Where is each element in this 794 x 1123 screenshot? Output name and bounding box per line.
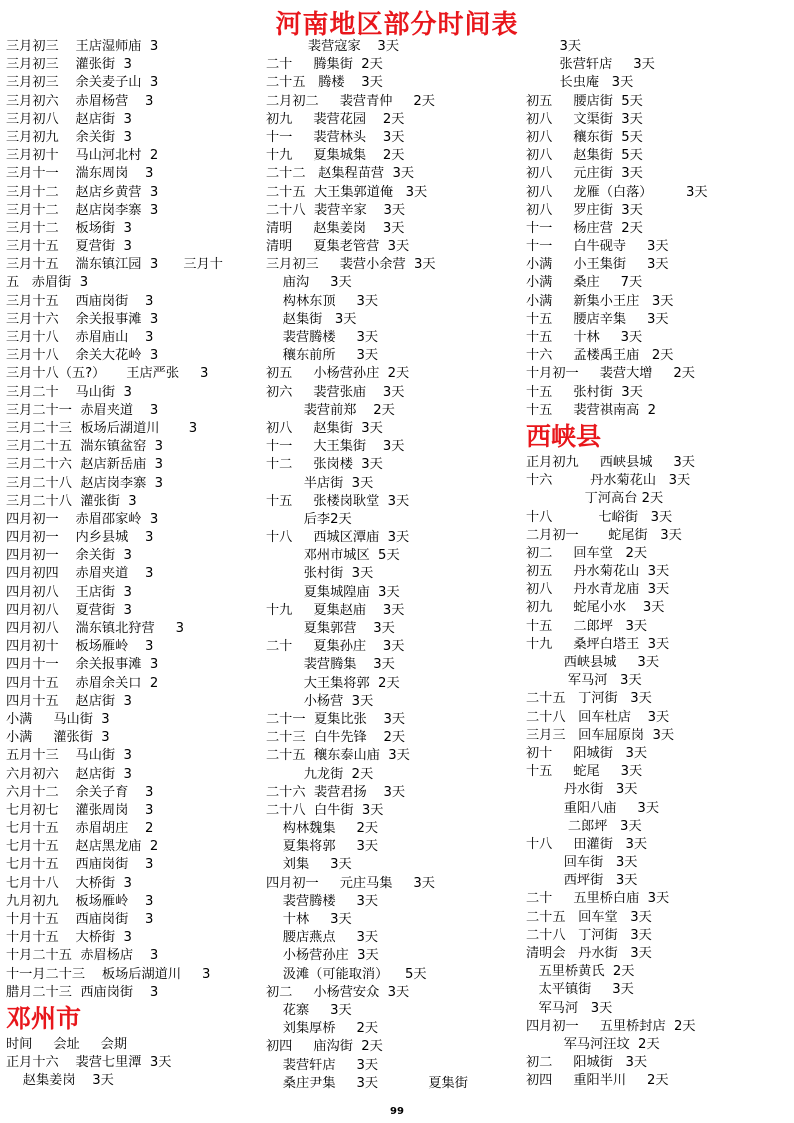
schedule-row: 十一 白牛砚寺 3天 xyxy=(526,239,669,255)
schedule-row: 五里桥黄氏 2天 xyxy=(526,964,635,980)
schedule-row: 裴营前郑 2天 xyxy=(266,402,395,418)
schedule-row: 三月十一 湍东周岗 3 xyxy=(6,166,154,182)
schedule-row: 十五 张楼岗耿堂 3天 xyxy=(266,493,410,509)
schedule-row: 时间 会址 会期 xyxy=(6,1036,128,1052)
schedule-row: 花寨 3天 xyxy=(266,1002,352,1018)
schedule-row: 初八 赵集街 5天 xyxy=(526,148,643,164)
schedule-row: 邓州市城区 5天 xyxy=(266,548,400,564)
region-heading: 西峡县 xyxy=(526,421,602,451)
schedule-column-2 xyxy=(266,38,528,1093)
schedule-row: 3天 xyxy=(526,39,582,54)
schedule-row: 二十三 白牛先锋 2天 xyxy=(266,730,406,746)
schedule-row: 三月初三 灌张街 3 xyxy=(6,57,132,73)
schedule-row: 三月二十 马山街 3 xyxy=(6,384,132,400)
schedule-row: 六月十二 余关子育 3 xyxy=(6,784,154,800)
schedule-row: 十八 西城区潭庙 3天 xyxy=(266,530,410,546)
schedule-row: 十月十五 大桥街 3 xyxy=(6,930,132,946)
schedule-row: 初十 阳城街 3天 xyxy=(526,745,648,761)
schedule-row: 夏集城隍庙 3天 xyxy=(266,584,400,600)
schedule-row: 小满 新集小王庄 3天 xyxy=(526,293,674,309)
schedule-row: 西坪街 3天 xyxy=(526,873,638,889)
schedule-row: 四月初八 王店街 3 xyxy=(6,584,132,600)
schedule-row: 四月十五 赵店街 3 xyxy=(6,693,132,709)
schedule-row: 十一 裴营林头 3天 xyxy=(266,129,405,145)
schedule-row: 二十八 裴营辛家 3天 xyxy=(266,202,406,218)
schedule-column-3 xyxy=(526,38,792,1091)
schedule-row: 二十 五里桥白庙 3天 xyxy=(526,891,670,907)
schedule-row: 初九 蛇尾小水 3天 xyxy=(526,600,665,616)
schedule-row: 汲滩（可能取消） 5天 xyxy=(266,966,427,982)
schedule-row: 七月初七 灌张周岗 3 xyxy=(6,802,154,818)
schedule-row: 腰店燕点 3天 xyxy=(266,930,379,946)
schedule-row: 长虫庵 3天 xyxy=(526,75,634,91)
schedule-row: 十一 大王集街 3天 xyxy=(266,439,405,455)
schedule-row: 张营轩店 3天 xyxy=(526,57,655,73)
schedule-row: 清明会 丹水街 3天 xyxy=(526,946,652,961)
schedule-row: 二十一 夏集比张 3天 xyxy=(266,711,406,727)
schedule-row: 小满 马山街 3 xyxy=(6,711,110,727)
page-number: 99 xyxy=(390,1106,404,1117)
schedule-row: 桑庄尹集 3天 夏集街 xyxy=(266,1075,468,1091)
schedule-row: 二十六 裴营君扬 3天 xyxy=(266,784,406,800)
schedule-column-1 xyxy=(6,38,264,1091)
schedule-row: 夏集将郭 3天 xyxy=(266,839,379,855)
schedule-row: 三月十五 西庙岗街 3 xyxy=(6,293,154,309)
schedule-row: 小杨营孙庄 3天 xyxy=(266,948,379,964)
schedule-row: 三月十八 余关大花岭 3 xyxy=(6,348,159,364)
schedule-row: 七月十五 赤眉胡庄 2 xyxy=(6,821,154,837)
schedule-row: 七月十五 西庙岗街 3 xyxy=(6,857,154,873)
schedule-row: 三月初三 王店湿师庙 3 xyxy=(6,39,159,54)
schedule-row: 初四 重阳半川 2天 xyxy=(526,1073,669,1089)
schedule-row: 裴营腾楼 3天 xyxy=(266,893,379,909)
schedule-row: 十五 张村街 3天 xyxy=(526,384,643,400)
schedule-row: 张村街 3天 xyxy=(266,566,374,582)
schedule-row: 清明 夏集老管营 3天 xyxy=(266,239,410,255)
schedule-row: 二十五 丁河街 3天 xyxy=(526,691,652,707)
page-title: 河南地区部分时间表 xyxy=(275,10,519,40)
schedule-row: 七月十八 大桥街 3 xyxy=(6,875,132,891)
schedule-row: 正月十六 裴营七里潭 3天 xyxy=(6,1055,172,1071)
schedule-row: 军马河 3天 xyxy=(526,1000,613,1016)
schedule-row: 三月初六 赤眉杨营 3 xyxy=(6,93,154,109)
schedule-row: 初二 回车堂 2天 xyxy=(526,545,648,561)
schedule-row: 四月初一 赤眉邵家岭 3 xyxy=(6,511,159,527)
schedule-row: 二十二 赵集程苗营 3天 xyxy=(266,166,415,182)
schedule-row: 十九 夏集赵庙 3天 xyxy=(266,602,405,618)
schedule-row: 刘集 3天 xyxy=(266,857,352,873)
schedule-row: 十五 二郎坪 3天 xyxy=(526,618,648,634)
schedule-row: 军马河 3天 xyxy=(526,673,642,689)
schedule-row: 军马河汪坟 2天 xyxy=(526,1036,660,1052)
schedule-row: 十月十五 西庙岗街 3 xyxy=(6,912,154,927)
schedule-row: 十二 张岗楼 3天 xyxy=(266,457,383,473)
schedule-row: 二十 夏集孙庄 3天 xyxy=(266,639,405,655)
schedule-row: 七月十五 赵店黑龙庙 2 xyxy=(6,839,159,855)
schedule-row: 五月十三 马山街 3 xyxy=(6,748,132,764)
schedule-row: 十八 田灌街 3天 xyxy=(526,836,648,852)
schedule-row: 三月初十 马山河北村 2 xyxy=(6,148,159,164)
schedule-row: 太平镇街 3天 xyxy=(526,982,634,998)
schedule-row: 十九 夏集城集 2天 xyxy=(266,148,405,164)
schedule-row: 二十 腾集街 2天 xyxy=(266,57,383,73)
schedule-row: 腊月二十三 西庙岗街 3 xyxy=(6,984,159,1000)
schedule-row: 夏集郭营 3天 xyxy=(266,621,395,636)
schedule-row: 三月十六 余关报事滩 3 xyxy=(6,311,159,327)
schedule-row: 三月二十六 赵店新岳庙 3 xyxy=(6,457,164,473)
region-heading: 邓州市 xyxy=(6,1003,82,1033)
schedule-row: 四月初四 赤眉夹道 3 xyxy=(6,566,154,582)
schedule-row: 二十八 丁河街 3天 xyxy=(526,927,652,943)
schedule-row: 十月初一 裴营大增 2天 xyxy=(526,366,695,382)
schedule-row: 三月二十三 板场后湖道川 3 xyxy=(6,420,198,436)
schedule-row: 三月二十八 灌张街 3 xyxy=(6,493,137,509)
schedule-row: 裴营腾集 3天 xyxy=(266,657,395,673)
schedule-row: 二十八 白牛街 3天 xyxy=(266,802,384,818)
schedule-row: 四月初十 板场雁岭 3 xyxy=(6,639,154,655)
schedule-row: 十月二十五 赤眉杨店 3 xyxy=(6,948,159,964)
schedule-row: 小满 小王集街 3天 xyxy=(526,257,669,273)
schedule-row: 三月二十一 赤眉夹道 3 xyxy=(6,402,159,418)
schedule-row: 小满 灌张街 3 xyxy=(6,730,110,746)
schedule-row: 裴营寇家 3天 xyxy=(266,39,400,54)
schedule-row: 四月初一 余关街 3 xyxy=(6,548,132,564)
schedule-row: 四月十五 赤眉余关口 2 xyxy=(6,675,159,691)
schedule-row: 初五 腰店街 5天 xyxy=(526,93,643,109)
schedule-row: 三月初三 裴营小余营 3天 xyxy=(266,257,436,273)
schedule-row: 三月初八 赵店街 3 xyxy=(6,111,132,127)
schedule-row: 十一 杨庄营 2天 xyxy=(526,220,643,236)
schedule-row: 六月初六 赵店街 3 xyxy=(6,766,132,782)
schedule-row: 裴营轩店 3天 xyxy=(266,1057,379,1073)
schedule-row: 回车街 3天 xyxy=(526,855,638,871)
schedule-row: 十六 孟楼禹王庙 2天 xyxy=(526,348,674,364)
schedule-row: 半店街 3天 xyxy=(266,475,374,491)
schedule-row: 正月初九 西峡县城 3天 xyxy=(526,454,695,470)
schedule-row: 二十五 回车堂 3天 xyxy=(526,909,652,925)
schedule-row: 初二 阳城街 3天 xyxy=(526,1055,648,1071)
schedule-row: 重阳八庙 3天 xyxy=(526,800,660,816)
schedule-row: 十五 蛇尾 3天 xyxy=(526,764,643,780)
schedule-row: 四月初一 元庄马集 3天 xyxy=(266,875,435,891)
schedule-row: 四月初一 五里桥封店 2天 xyxy=(526,1018,696,1034)
schedule-row: 初六 裴营张庙 3天 xyxy=(266,384,405,400)
schedule-row: 十五 十林 3天 xyxy=(526,330,643,345)
schedule-row: 初八 穰东街 5天 xyxy=(526,129,643,145)
schedule-row: 小满 桑庄 7天 xyxy=(526,275,643,291)
schedule-row: 十五 裴营祺南高 2 xyxy=(526,402,657,418)
schedule-row: 三月初九 余关街 3 xyxy=(6,129,132,145)
schedule-row: 构林魏集 2天 xyxy=(266,821,379,837)
schedule-row: 赵集姜岗 3天 xyxy=(6,1073,114,1089)
schedule-row: 三月十八（五?） 王店严张 3 xyxy=(6,366,209,382)
schedule-row: 二十五 大王集郭道俺 3天 xyxy=(266,184,428,200)
schedule-row: 初九 裴营花园 2天 xyxy=(266,111,405,127)
schedule-row: 庙沟 3天 xyxy=(266,275,352,291)
schedule-row: 二十八 回车杜店 3天 xyxy=(526,709,670,725)
schedule-row: 十五 腰店辛集 3天 xyxy=(526,311,669,327)
schedule-row: 四月初八 夏营街 3 xyxy=(6,602,132,618)
schedule-row: 初五 丹水菊花山 3天 xyxy=(526,564,670,580)
schedule-row: 三月十二 赵店乡黄营 3 xyxy=(6,184,159,200)
schedule-row: 初八 丹水青龙庙 3天 xyxy=(526,582,670,598)
schedule-row: 三月十二 板场街 3 xyxy=(6,220,132,236)
schedule-row: 三月三 回车屈原岗 3天 xyxy=(526,727,675,743)
schedule-row: 初二 小杨营安众 3天 xyxy=(266,984,410,1000)
schedule-row: 四月初一 内乡县城 3 xyxy=(6,530,154,546)
schedule-row: 后李2天 xyxy=(266,511,352,527)
schedule-row: 四月十一 余关报事滩 3 xyxy=(6,657,159,673)
schedule-row: 二月初二 裴营青仲 2天 xyxy=(266,93,435,109)
schedule-row: 小杨营 3天 xyxy=(266,693,374,709)
schedule-row: 初五 小杨营孙庄 2天 xyxy=(266,366,410,382)
schedule-row: 三月二十五 湍东镇盆窑 3 xyxy=(6,439,164,455)
schedule-row: 二月初一 蛇尾街 3天 xyxy=(526,527,682,543)
schedule-row: 赵集街 3天 xyxy=(266,311,357,327)
schedule-row: 清明 赵集姜岗 3天 xyxy=(266,220,405,236)
schedule-row: 十八 七峪街 3天 xyxy=(526,509,673,525)
schedule-row: 初八 龙雁（白落） 3天 xyxy=(526,184,708,200)
schedule-row: 三月十五 湍东镇江园 3 三月十 xyxy=(6,257,223,273)
schedule-row: 十林 3天 xyxy=(266,912,352,927)
schedule-row: 三月初三 余关麦子山 3 xyxy=(6,75,159,91)
schedule-row: 二郎坪 3天 xyxy=(526,818,642,834)
schedule-row: 九月初九 板场雁岭 3 xyxy=(6,893,154,909)
schedule-row: 三月十二 赵店岗李寨 3 xyxy=(6,202,159,218)
schedule-row: 初四 庙沟街 2天 xyxy=(266,1039,383,1055)
schedule-row: 三月十五 夏营街 3 xyxy=(6,239,132,255)
schedule-row: 二十五 腾楼 3天 xyxy=(266,75,383,91)
schedule-row: 二十五 穰东泰山庙 3天 xyxy=(266,748,410,764)
schedule-row: 十六 丹水菊花山 3天 xyxy=(526,473,691,489)
schedule-row: 西峡县城 3天 xyxy=(526,655,660,670)
schedule-row: 刘集厚桥 2天 xyxy=(266,1021,379,1037)
schedule-row: 裴营腾楼 3天 xyxy=(266,330,379,345)
schedule-row: 十九 桑坪白塔王 3天 xyxy=(526,636,670,652)
schedule-row: 丹水街 3天 xyxy=(526,782,638,798)
schedule-row: 三月十八 赤眉庙山 3 xyxy=(6,330,154,345)
schedule-row: 丁河高台 2天 xyxy=(526,491,664,507)
schedule-row: 初八 文渠街 3天 xyxy=(526,111,643,127)
schedule-row: 初八 罗庄街 3天 xyxy=(526,202,643,218)
schedule-row: 十一月二十三 板场后湖道川 3 xyxy=(6,966,211,982)
schedule-row: 初八 赵集街 3天 xyxy=(266,420,383,436)
schedule-row: 四月初八 湍东镇北狩营 3 xyxy=(6,621,184,636)
schedule-row: 五 赤眉街 3 xyxy=(6,275,89,291)
schedule-row: 九龙街 2天 xyxy=(266,766,374,782)
schedule-row: 大王集将郭 2天 xyxy=(266,675,400,691)
schedule-row: 初八 元庄街 3天 xyxy=(526,166,643,182)
schedule-row: 穰东前所 3天 xyxy=(266,348,379,364)
schedule-row: 三月二十八 赵店岗李寨 3 xyxy=(6,475,164,491)
schedule-row: 构林东顶 3天 xyxy=(266,293,379,309)
